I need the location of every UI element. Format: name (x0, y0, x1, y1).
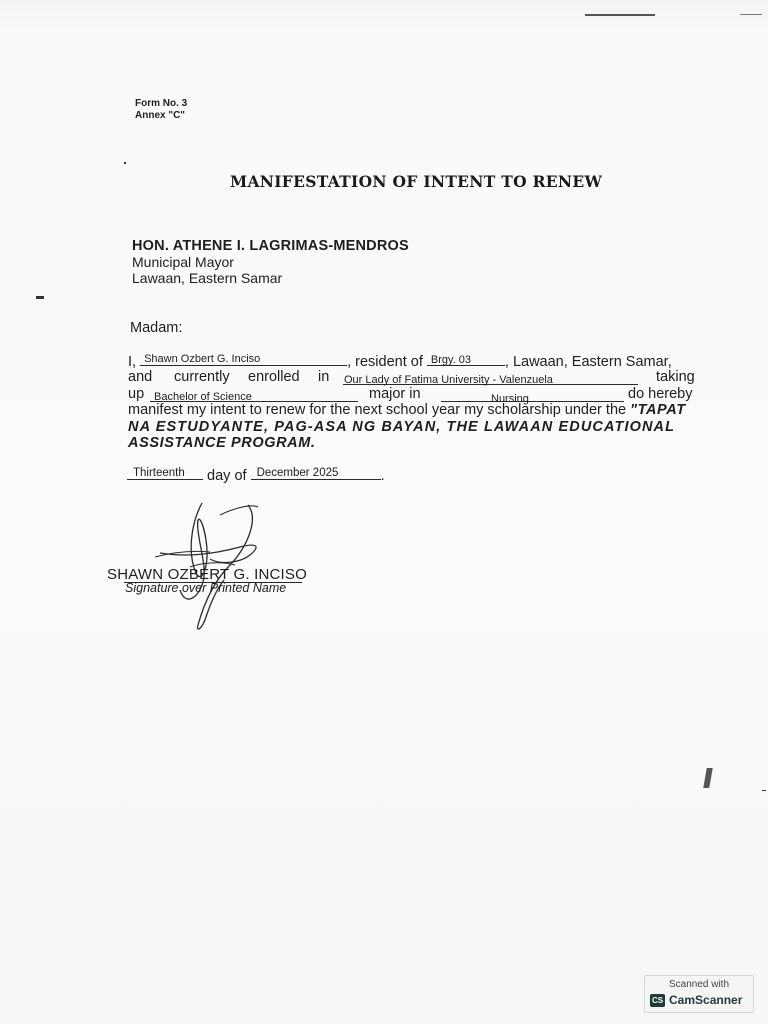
watermark-line-1: Scanned with (668, 979, 730, 990)
form-no-label: Form No. 3 (135, 98, 188, 109)
school-value: Our Lady of Fatima University - Valenzuela (344, 374, 553, 386)
body-line-6: ASSISTANCE PROGRAM. (128, 435, 316, 451)
addressee-position: Municipal Mayor (132, 254, 234, 270)
addressee-block (132, 238, 409, 286)
major-blank (441, 388, 624, 405)
course-value: Bachelor of Science (154, 391, 252, 403)
school-blank (343, 371, 638, 385)
scan-artifact (762, 790, 766, 791)
signature-caption: Signature over Printed Name (125, 581, 287, 595)
body-text: enrolled (248, 369, 300, 385)
major-value: Nursing (491, 393, 529, 405)
month-year-blank (251, 466, 381, 480)
month-year-value: December 2025 (256, 467, 339, 479)
body-text: and (128, 369, 153, 385)
body-text: , Lawaan, Eastern Samar, (504, 354, 672, 370)
camscanner-logo-icon: CS (651, 996, 664, 1005)
watermark-brand: CamScanner (669, 993, 743, 1007)
date-text: . (380, 468, 385, 484)
printed-name: SHAWN OZBERT G. INCISO (107, 566, 307, 583)
body-text: do hereby (628, 386, 693, 402)
body-line-2 (128, 369, 698, 385)
scan-artifact (740, 14, 762, 15)
program-name: "TAPAT (630, 402, 686, 418)
student-name-blank (140, 352, 347, 366)
salutation: Madam: (130, 320, 183, 336)
day-value: Thirteenth (133, 467, 185, 479)
document-title: MANIFESTATION OF INTENT TO RENEW (230, 172, 603, 191)
body-text: currently (174, 369, 230, 385)
form-number (135, 98, 187, 122)
student-name-value: Shawn Ozbert G. Inciso (144, 353, 261, 365)
body-text: I, (128, 354, 137, 370)
handwritten-signature (150, 495, 290, 635)
addressee-name: HON. ATHENE I. LAGRIMAS-MENDROS (132, 238, 409, 254)
barangay-value: Brgy. 03 (430, 354, 472, 366)
body-text: major in (369, 386, 421, 402)
body-text: in (318, 369, 330, 385)
annex-label: Annex "C" (135, 110, 186, 121)
body-text: up (128, 386, 145, 402)
body-text: , resident of (347, 354, 423, 370)
camscanner-watermark (644, 975, 754, 1013)
date-line (127, 466, 385, 484)
body-line-1 (128, 352, 672, 370)
day-blank (127, 466, 203, 480)
scan-artifact (124, 162, 126, 164)
scan-artifact (703, 768, 713, 788)
body-line-4 (128, 402, 686, 418)
body-line-5: NA ESTUDYANTE, PAG-ASA NG BAYAN, THE LAWAAN EDUCATIONAL (128, 419, 676, 435)
body-text: taking (656, 369, 695, 385)
body-line-3 (128, 386, 698, 405)
scan-artifact (585, 14, 655, 16)
barangay-blank (427, 352, 505, 366)
addressee-location: Lawaan, Eastern Samar (132, 270, 283, 286)
body-text: manifest my intent to renew for the next school year my scholarship under the (128, 402, 627, 418)
course-blank (150, 388, 358, 402)
scan-artifact (36, 296, 44, 299)
date-text: day of (207, 468, 247, 484)
